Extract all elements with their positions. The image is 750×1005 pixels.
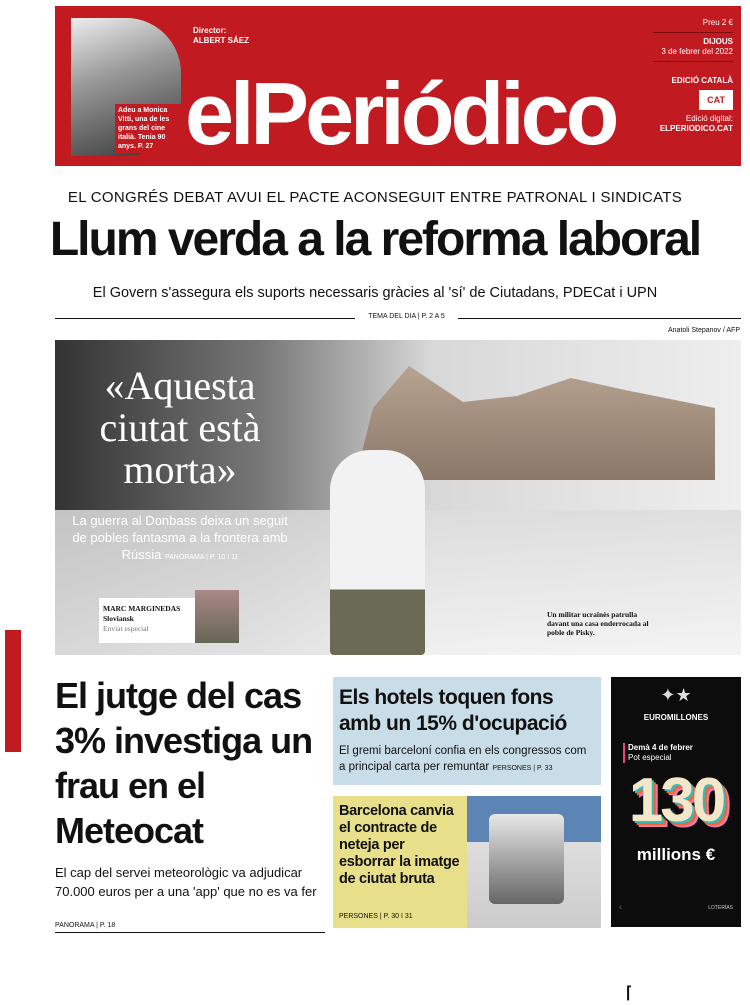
sweeper-truck — [489, 814, 564, 904]
ad-brand: EUROMILLONES — [643, 713, 709, 722]
digital-label: Edició digital: — [685, 114, 733, 123]
main-kicker: EL CONGRÉS DEBAT AVUI EL PACTE ACONSEGUIT ENTRE PATRONAL I SINDICATS — [67, 189, 683, 206]
edition-label: EDICIÓ CATALÀ — [671, 76, 733, 85]
street-sweeper-photo — [467, 796, 601, 928]
euromillones-ad[interactable] — [611, 677, 741, 927]
star-icon: ✦★ — [660, 685, 692, 705]
neteja-headline: Barcelona canvia el contracte de neteja per esborrar la imatge de ciutat bruta — [339, 803, 460, 887]
date: 3 de febrer del 2022 — [661, 47, 733, 56]
ad-footer: ☾ LOTERÍAS — [619, 905, 733, 911]
ad-amount: 130 — [628, 766, 724, 835]
issue-info — [653, 18, 733, 134]
lead-subhead: El cap del servei meteorològic va adjudicar 70.000 euros per a una 'app' que no es va fer — [55, 865, 317, 899]
main-headline[interactable]: Llum verda a la reforma laboral — [49, 213, 701, 266]
feature-subtitle: La guerra al Donbass deixa un seguit de pobles fantasma a la frontera amb Rússia PANORAMA | P. 10 I 11 — [72, 513, 288, 562]
director-info: Director: ALBERT SÁEZ — [193, 26, 249, 45]
byline: MARC MARGINEDAS Sloviansk Enviat especial — [99, 598, 239, 643]
photo-credit: Anatoli Stepanov / AFP — [668, 327, 740, 334]
price: Preu 2 € — [702, 18, 733, 27]
divider — [458, 318, 741, 319]
hotels-subhead: El gremi barceloní confia en els congressos com a principal carta per remuntar PERSONES | P. 33 — [339, 745, 587, 773]
ad-date: Demà 4 de febrer Pot especial — [623, 743, 693, 763]
feature-photo[interactable] — [55, 340, 741, 655]
soldier-figure — [330, 450, 425, 655]
weekday: DIJOUS — [703, 37, 733, 46]
author-photo — [195, 590, 239, 643]
edition-badge[interactable]: CAT — [699, 90, 733, 110]
divider — [55, 932, 325, 933]
digital-site-link[interactable]: ELPERIODICO.CAT — [659, 124, 733, 133]
hotels-article[interactable] — [333, 677, 601, 785]
logo[interactable]: elPeriódico — [185, 64, 616, 163]
main-subhead: El Govern s'assegura els suports necessaris gràcies al 'sí' de Ciutadans, PDECat i UPN — [92, 285, 658, 301]
neteja-ref: PERSONES | P. 30 I 31 — [339, 913, 413, 920]
neteja-article[interactable] — [333, 796, 467, 928]
masthead — [55, 6, 741, 166]
lead-headline[interactable]: El jutge del cas 3% investiga un frau en el Meteocat — [55, 675, 313, 851]
red-accent-bar — [5, 630, 21, 752]
photo-caption: Un militar ucraïnès patrulla davant una casa enderrocada al poble de Pisky. — [547, 610, 649, 637]
page-corner-icon: ⌈ — [626, 985, 633, 1002]
hotels-headline: Els hotels toquen fons amb un 15% d'ocupació — [339, 686, 567, 735]
portrait-caption[interactable]: Adeu a Monica Vitti, una de les grans del cine italià. Tenia 90 anys. P. 27 — [115, 104, 181, 153]
feature-quote: «Aquesta ciutat està morta» — [99, 363, 261, 492]
moon-icon: ☾ — [619, 905, 624, 911]
lead-ref: PANORAMA | P. 18 — [55, 922, 116, 929]
tema-ref: TEMA DEL DIA | P. 2 A 5 — [368, 313, 445, 320]
ad-unit: millions € — [636, 845, 716, 864]
divider — [55, 318, 355, 319]
